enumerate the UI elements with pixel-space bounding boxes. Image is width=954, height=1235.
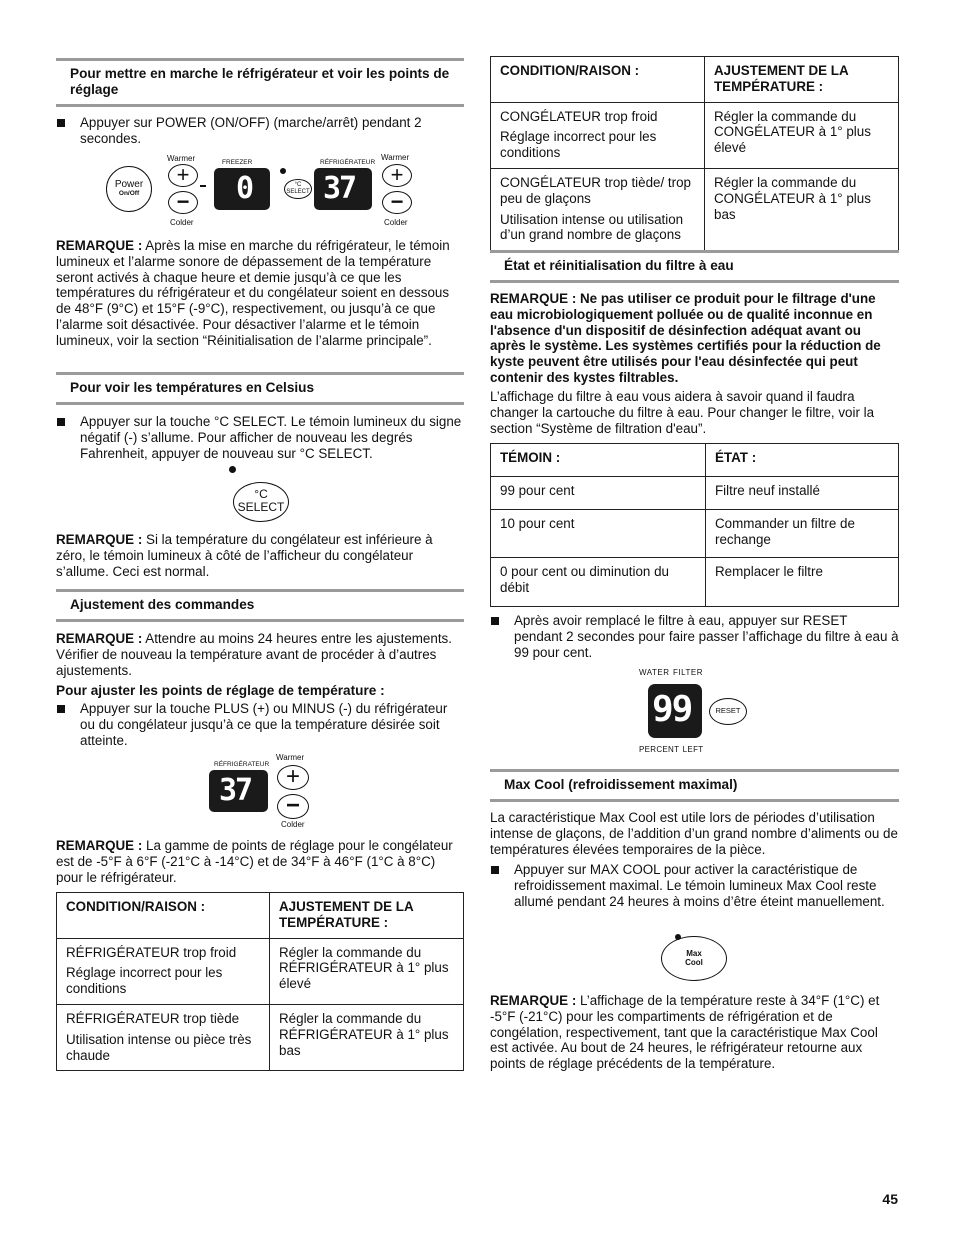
power-label: Power — [114, 179, 144, 190]
fridge-display — [314, 168, 372, 210]
note-range: REMARQUE : La gamme de points de réglage pour le congélateur est de -5°F à 6°F (-21°C à -14°C) et de 34°F à 46°F (1°C à 8°C) pour le réfrigérateur. — [56, 838, 453, 885]
filter-status-table — [490, 443, 899, 607]
table-cell: Régler la commande du CONGÉLATEUR à 1° plus élevé — [705, 102, 899, 168]
table-cell: 99 pour cent — [491, 477, 706, 510]
fridge-label-small: RÉFRIGÉRATEUR — [214, 761, 270, 768]
table-cell: Filtre neuf installé — [706, 477, 899, 510]
freezer-label: FREEZER — [222, 159, 253, 166]
table-header-adjustment: AJUSTEMENT DE LA TEMPÉRATURE : — [705, 57, 899, 103]
table-cell: RÉFRIGÉRATEUR trop tiède Utilisation intense ou pièce très chaude — [57, 1004, 270, 1070]
section-heading-adjust: Ajustement des commandes — [56, 589, 464, 622]
freezer-warmer-label: Warmer — [167, 154, 196, 163]
fridge-plus-button-small[interactable]: + — [277, 765, 309, 790]
table-cell: Régler la commande du CONGÉLATEUR à 1° plus bas — [705, 168, 899, 250]
table-cell: Commander un filtre de rechange — [706, 510, 899, 558]
power-sublabel: On/Off — [118, 190, 140, 197]
note-max-cool: REMARQUE : L’affichage de la température reste à 34°F (1°C) et -5°F (-21°C) pour les compartiments de réfrigération et de congélation, respectivement, tant que la caractéristique Max Cool est activée. Au bout de 24 heures, le réfrigérateur retourne aux points de réglage précédents de la température. — [490, 993, 880, 1072]
fridge-label: RÉFRIGÉRATEUR — [320, 159, 376, 166]
freezer-temperature: 0 — [236, 171, 253, 206]
fridge-colder-label: Colder — [384, 218, 408, 227]
fridge-colder-label-small: Colder — [281, 820, 305, 829]
section-heading-water-filter: État et réinitialisation du filtre à eau — [490, 250, 899, 283]
table-header-indicator: TÉMOIN : — [491, 444, 706, 477]
table-header-adjustment: AJUSTEMENT DE LA TEMPÉRATURE : — [270, 893, 464, 939]
table-cell: 10 pour cent — [491, 510, 706, 558]
note-water-filter-warning: REMARQUE : Ne pas utiliser ce produit pour le filtrage d'une eau microbiologiquement polluée ou de qualité inconnue en l'absence d'un dispositif de désinfection adéquat avant ou après le système. Les systèmes certifiés pour la réduction de kyste peuvent être utilisés pour l'eau désinfectée qui peut contenir des kystes filtrables. — [490, 291, 881, 385]
fridge-temperature: 37 — [323, 171, 356, 206]
bullet-adjust: Appuyer sur la touche PLUS (+) ou MINUS (-) du réfrigérateur ou du congélateur jusqu’à ce que la température désirée soit atteinte. — [56, 701, 464, 748]
select-text-large: SELECT — [237, 500, 285, 514]
note-power: REMARQUE : Après la mise en marche du réfrigérateur, le témoin lumineux et l’alarme sonore de dépassement de la température seront activés à chaque heure et demie jusqu’à ce que les températures du réfrigérateur et du congélateur soient en dessous de 48°F (9°C) et 15°F (-9°C), respectivement, ou jusqu’à ce que l’alarme soit désactivée. Pour désactiver l’alarme et le témoin lumineux, voir la section “Réinitialisation de l’alarme principale”. — [56, 238, 450, 348]
control-panel-illustration — [104, 152, 418, 230]
note-adjust: REMARQUE : Attendre au moins 24 heures entre les ajustements. Vérifier de nouveau la température avant de procéder à d’autres ajustements. — [56, 631, 452, 678]
freezer-plus-button[interactable]: + — [168, 164, 198, 187]
paragraph-max-cool: La caractéristique Max Cool est utile lors de périodes d’utilisation intense de glaçons, de l’addition d’un grand nombre d’aliments ou de températures élevées temporaires de la pièce. — [490, 810, 898, 857]
table-cell: RÉFRIGÉRATEUR trop froid Réglage incorrect pour les conditions — [57, 938, 270, 1004]
section-heading-power-on: Pour mettre en marche le réfrigérateur et voir les points de réglage — [56, 58, 464, 107]
water-filter-title: water filter — [639, 666, 704, 678]
note-celsius: REMARQUE : Si la température du congélateur est inférieure à zéro, le témoin lumineux à côté de l’afficheur du congélateur s’allume. Ceci est normal. — [56, 532, 433, 579]
table-header-condition: CONDITION/RAISON : — [491, 57, 705, 103]
power-button[interactable] — [106, 166, 152, 212]
freezer-colder-label: Colder — [170, 218, 194, 227]
freezer-adjust-table — [490, 56, 899, 251]
bullet-power: Appuyer sur POWER (ON/OFF) (marche/arrêt) pendant 2 secondes. — [56, 115, 464, 147]
page-number: 45 — [882, 1191, 898, 1207]
percent-left-label: percent left — [639, 743, 704, 755]
fridge-temperature-small: 37 — [219, 773, 252, 808]
fridge-control-illustration — [208, 752, 318, 830]
max-cool-button[interactable] — [661, 936, 727, 981]
table-header-status: ÉTAT : — [706, 444, 899, 477]
water-filter-percentage: 99 — [652, 689, 692, 730]
celsius-select-button[interactable] — [284, 179, 312, 199]
water-filter-display — [648, 684, 702, 738]
fridge-warmer-label-small: Warmer — [276, 753, 305, 762]
section-heading-celsius: Pour voir les températures en Celsius — [56, 372, 464, 405]
table-cell: Remplacer le filtre — [706, 558, 899, 607]
fridge-minus-button-small[interactable]: − — [277, 794, 309, 819]
bullet-water-filter-reset: Après avoir remplacé le filtre à eau, appuyer sur RESET pendant 2 secondes pour faire passer l’affichage du filtre à eau à 99 pour cent. — [490, 613, 899, 660]
negative-sign-indicator — [200, 185, 206, 187]
section-heading-max-cool: Max Cool (refroidissement maximal) — [490, 769, 899, 802]
celsius-select-button-large[interactable] — [233, 482, 289, 522]
paragraph-water-filter: L’affichage du filtre à eau vous aidera à savoir quand il faudra changer la cartouche du filtre à eau. Pour changer le filtre, voir la section “Système de filtration d'eau”. — [490, 389, 875, 436]
celsius-indicator-dot-large — [229, 466, 236, 473]
water-filter-illustration — [638, 662, 758, 758]
max-cool-label-bottom: Cool — [685, 958, 703, 967]
table-cell: CONGÉLATEUR trop tiède/ trop peu de glaçons Utilisation intense ou utilisation d’un grand nombre de glaçons — [491, 168, 705, 250]
table-header-condition: CONDITION/RAISON : — [57, 893, 270, 939]
freezer-minus-button[interactable]: − — [168, 191, 198, 214]
fridge-plus-button[interactable]: + — [382, 164, 412, 187]
subheading-adjust-setpoints: Pour ajuster les points de réglage de température : — [56, 683, 385, 698]
freezer-display — [214, 168, 270, 210]
select-text: SELECT — [286, 189, 310, 195]
fridge-warmer-label: Warmer — [381, 153, 410, 162]
bullet-max-cool: Appuyer sur MAX COOL pour activer la caractéristique de refroidissement maximal. Le témoin lumineux Max Cool reste allumé pendant 24 heures à moins d’être éteint manuellement. — [490, 862, 899, 909]
celsius-indicator-dot — [280, 168, 286, 174]
reset-button[interactable]: RESET — [709, 698, 747, 725]
table-cell: Régler la commande du RÉFRIGÉRATEUR à 1° plus bas — [270, 1004, 464, 1070]
fridge-display-small — [209, 770, 268, 812]
fridge-adjust-table — [56, 892, 464, 1071]
max-cool-label-top: Max — [686, 949, 702, 958]
table-cell: 0 pour cent ou diminution du débit — [491, 558, 706, 607]
table-cell: CONGÉLATEUR trop froid Réglage incorrect pour les conditions — [491, 102, 705, 168]
select-degree-large: °C — [254, 487, 268, 501]
bullet-celsius: Appuyer sur la touche °C SELECT. Le témoin lumineux du signe négatif (-) s’allume. Pour afficher de nouveau les degrés Fahrenheit, appuyer de nouveau sur °C SELECT. — [56, 414, 464, 461]
select-degree: °C — [294, 182, 302, 188]
fridge-minus-button[interactable]: − — [382, 191, 412, 214]
table-cell: Régler la commande du RÉFRIGÉRATEUR à 1° plus élevé — [270, 938, 464, 1004]
